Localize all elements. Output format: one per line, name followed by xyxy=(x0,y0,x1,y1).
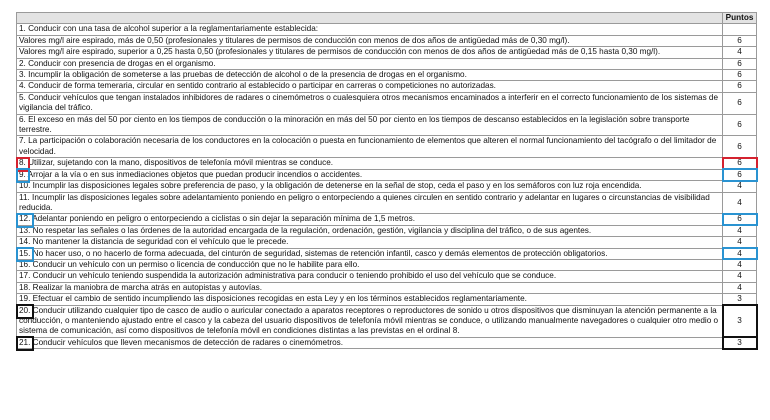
table-row xyxy=(17,337,757,348)
table-row xyxy=(17,271,757,282)
infraction-text: 13. No respetar las señales o las órdenes de la autoridad encargada de la regulación, ordenación, gestión, vigilancia y disciplina del tráfico, o de sus agentes. xyxy=(17,225,723,236)
points-value: 4 xyxy=(723,192,757,214)
table-row xyxy=(17,92,757,114)
infraction-text: 3. Incumplir la obligación de someterse a las pruebas de detección de alcohol o de la presencia de drogas en el organismo. xyxy=(17,70,723,81)
points-value: 4 xyxy=(723,271,757,282)
table-row xyxy=(17,35,757,46)
table-row xyxy=(17,282,757,293)
table-row xyxy=(17,259,757,270)
table-row xyxy=(17,237,757,248)
table-row xyxy=(17,70,757,81)
table-row xyxy=(17,181,757,192)
points-value: 6 xyxy=(723,169,757,180)
table-row xyxy=(17,169,757,180)
infraction-text: 10. Incumplir las disposiciones legales sobre preferencia de paso, y la obligación de detenerse en la señal de stop, ceda el paso y en los semáforos con luz roja encendida. xyxy=(17,181,723,192)
infraction-text: 5. Conducir vehículos que tengan instalados inhibidores de radares o cinemómetros o cualesquiera otros mecanismos encaminados a interferir en el correcto funcionamiento de los sistemas de vigilancia del tráfico. xyxy=(17,92,723,114)
points-value xyxy=(723,24,757,35)
infraction-text: 18. Realizar la maniobra de marcha atrás en autopistas y autovías. xyxy=(17,282,723,293)
infraction-text: 9. Arrojar a la vía o en sus inmediaciones objetos que puedan producir incendios o accidentes. xyxy=(17,169,723,180)
table-row xyxy=(17,305,757,337)
points-value: 4 xyxy=(723,225,757,236)
infraction-text: 7. La participación o colaboración necesaria de los conductores en la colocación o puesta en funcionamiento de elementos que alteren el normal funcionamiento del tacógrafo o del limitador de velocidad. xyxy=(17,136,723,158)
table-row xyxy=(17,225,757,236)
points-value: 6 xyxy=(723,58,757,69)
infraction-text: 20. Conducir utilizando cualquier tipo de casco de audio o auricular conectado a aparatos receptores o reproductores de sonido u otros dispositivos que disminuyan la atención permanente a la conducción, o manteniendo ajustado entre el casco y la cabeza del usuario dispositivos de telefonía móvil mientras se conduce, o utilizando manualmente navegadores o cualquier otro medio o sistema de comunicación, así como dispositivos de telefonía móvil en condiciones distintas a las previstas en el ordinal 8. xyxy=(17,305,723,337)
infraction-text: Valores mg/l aire espirado, superior a 0,25 hasta 0,50 (profesionales y titulares de permisos de conducción con menos de dos años de antigüedad más de 0,15 hasta 0,30 mg/l). xyxy=(17,47,723,58)
infraction-text: Valores mg/l aire espirado, más de 0,50 (profesionales y titulares de permisos de conducción con menos de dos años de antigüedad más de 0,30 mg/l). xyxy=(17,35,723,46)
points-value: 4 xyxy=(723,181,757,192)
table-row xyxy=(17,158,757,169)
infraction-text: 11. Incumplir las disposiciones legales sobre adelantamiento poniendo en peligro o entorpeciendo a quienes circulen en sentido contrario y adelantar en lugares o circunstancias de visibilidad reducida. xyxy=(17,192,723,214)
infraction-text: 1. Conducir con una tasa de alcohol superior a la reglamentariamente establecida: xyxy=(17,24,723,35)
table-row xyxy=(17,294,757,305)
description-column-header xyxy=(17,13,723,24)
points-value: 3 xyxy=(723,305,757,337)
table-row xyxy=(17,24,757,35)
infraction-text: 6. El exceso en más del 50 por ciento en los tiempos de conducción o la minoración en más del 50 por ciento en los tiempos de descanso establecidos en la legislación sobre transporte terrestre. xyxy=(17,114,723,136)
points-value: 6 xyxy=(723,214,757,225)
points-value: 6 xyxy=(723,81,757,92)
table-header-row xyxy=(17,13,757,24)
infraction-text: 2. Conducir con presencia de drogas en el organismo. xyxy=(17,58,723,69)
table-row xyxy=(17,47,757,58)
points-value: 3 xyxy=(723,337,757,348)
points-value: 3 xyxy=(723,294,757,305)
infraction-text: 19. Efectuar el cambio de sentido incumpliendo las disposiciones recogidas en esta Ley y en los términos establecidos reglamentariamente. xyxy=(17,294,723,305)
points-value: 4 xyxy=(723,259,757,270)
points-value: 6 xyxy=(723,114,757,136)
infraction-text: 14. No mantener la distancia de seguridad con el vehículo que le precede. xyxy=(17,237,723,248)
points-value: 6 xyxy=(723,92,757,114)
infraction-text: 12. Adelantar poniendo en peligro o entorpeciendo a ciclistas o sin dejar la separación mínima de 1,5 metros. xyxy=(17,214,723,225)
points-table-container xyxy=(16,12,756,349)
table-row xyxy=(17,81,757,92)
points-value: 6 xyxy=(723,136,757,158)
points-value: 6 xyxy=(723,35,757,46)
infraction-text: 4. Conducir de forma temeraria, circular en sentido contrario al establecido o participar en carreras o competiciones no autorizadas. xyxy=(17,81,723,92)
points-table xyxy=(16,12,757,349)
points-column-header: Puntos xyxy=(723,13,757,24)
table-row xyxy=(17,214,757,225)
table-row xyxy=(17,136,757,158)
table-row xyxy=(17,248,757,259)
table-row xyxy=(17,58,757,69)
points-value: 6 xyxy=(723,70,757,81)
infraction-text: 21. Conducir vehículos que lleven mecanismos de detección de radares o cinemómetros. xyxy=(17,337,723,348)
table-row xyxy=(17,192,757,214)
infraction-text: 15. No hacer uso, o no hacerlo de forma adecuada, del cinturón de seguridad, sistemas de retención infantil, casco y demás elementos de protección obligatorios. xyxy=(17,248,723,259)
infraction-text: 17. Conducir un vehículo teniendo suspendida la autorización administrativa para conducir o teniendo prohibido el uso del vehículo que se conduce. xyxy=(17,271,723,282)
points-value: 4 xyxy=(723,237,757,248)
table-row xyxy=(17,114,757,136)
points-value: 4 xyxy=(723,47,757,58)
points-value: 4 xyxy=(723,248,757,259)
infraction-text: 8. Utilizar, sujetando con la mano, dispositivos de telefonía móvil mientras se conduce. xyxy=(17,158,723,169)
points-value: 6 xyxy=(723,158,757,169)
infraction-text: 16. Conducir un vehículo con un permiso o licencia de conducción que no le habilite para ello. xyxy=(17,259,723,270)
points-value: 4 xyxy=(723,282,757,293)
